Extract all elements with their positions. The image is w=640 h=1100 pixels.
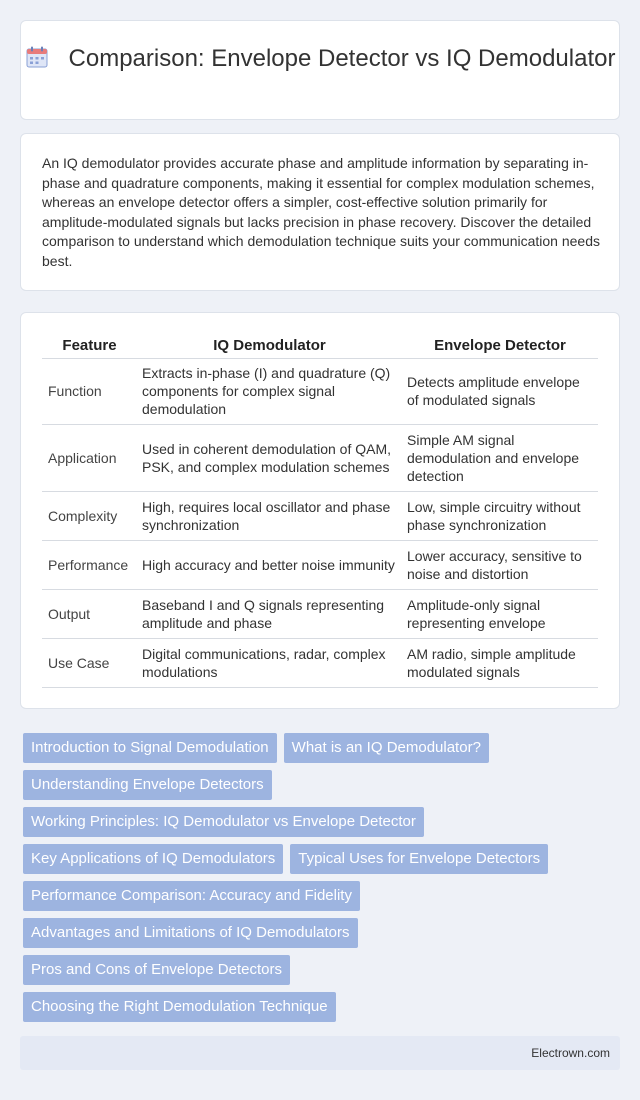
tag-what-is-iq-demodulator[interactable]: What is an IQ Demodulator? xyxy=(284,733,489,763)
table-row xyxy=(42,638,598,687)
table-row xyxy=(42,540,598,589)
table-row xyxy=(42,424,598,491)
tag-understanding-envelope-detectors[interactable]: Understanding Envelope Detectors xyxy=(23,770,272,800)
header-envelope-detector: Envelope Detector xyxy=(402,332,598,358)
row-envelope-value: Detects amplitude envelope of modulated signals xyxy=(402,358,598,424)
comparison-table xyxy=(42,332,598,688)
intro-card xyxy=(20,133,620,291)
table-row xyxy=(42,358,598,424)
header-iq-demodulator: IQ Demodulator xyxy=(137,332,402,358)
tag-choosing-technique[interactable]: Choosing the Right Demodulation Technique xyxy=(23,992,336,1022)
tag-key-applications[interactable]: Key Applications of IQ Demodulators xyxy=(23,844,283,874)
tag-working-principles[interactable]: Working Principles: IQ Demodulator vs Envelope Detector xyxy=(23,807,424,837)
topic-tags xyxy=(23,733,593,1029)
row-envelope-value: Simple AM signal demodulation and envelope detection xyxy=(402,424,598,491)
tag-pros-cons[interactable]: Pros and Cons of Envelope Detectors xyxy=(23,955,290,985)
row-envelope-value: Lower accuracy, sensitive to noise and distortion xyxy=(402,540,598,589)
row-envelope-value: AM radio, simple amplitude modulated signals xyxy=(402,638,598,687)
row-feature: Application xyxy=(42,424,137,491)
table-row xyxy=(42,491,598,540)
title-card xyxy=(20,20,620,120)
intro-paragraph: An IQ demodulator provides accurate phase and amplitude information by separating in-phase and quadrature components, making it essential for complex modulation schemes, whereas an envelope detector offers a simpler, cost-effective solution primarily for amplitude-modulated signals but lacks precision in phase recovery. Discover the detailed comparison to understand which demodulation technique suits your communication needs best. xyxy=(42,155,600,269)
page-title xyxy=(21,44,619,73)
comparison-table-card xyxy=(20,312,620,709)
row-envelope-value: Low, simple circuitry without phase synchronization xyxy=(402,491,598,540)
row-iq-value: High, requires local oscillator and phase synchronization xyxy=(137,491,402,540)
table-header-row xyxy=(42,332,598,358)
page-title-text: Comparison: Envelope Detector vs IQ Demodulator xyxy=(68,45,616,72)
header-feature: Feature xyxy=(42,332,137,358)
footer xyxy=(20,1036,620,1070)
tag-performance-comparison[interactable]: Performance Comparison: Accuracy and Fidelity xyxy=(23,881,360,911)
row-iq-value: Digital communications, radar, complex modulations xyxy=(137,638,402,687)
row-feature: Output xyxy=(42,589,137,638)
row-iq-value: Baseband I and Q signals representing amplitude and phase xyxy=(137,589,402,638)
row-feature: Function xyxy=(42,358,137,424)
tag-typical-uses[interactable]: Typical Uses for Envelope Detectors xyxy=(290,844,548,874)
row-iq-value: High accuracy and better noise immunity xyxy=(137,540,402,589)
row-iq-value: Extracts in-phase (I) and quadrature (Q) components for complex signal demodulation xyxy=(137,358,402,424)
row-iq-value: Used in coherent demodulation of QAM, PSK, and complex modulation schemes xyxy=(137,424,402,491)
tag-advantages-limitations[interactable]: Advantages and Limitations of IQ Demodulators xyxy=(23,918,358,948)
row-feature: Performance xyxy=(42,540,137,589)
row-envelope-value: Amplitude-only signal representing envelope xyxy=(402,589,598,638)
row-feature: Complexity xyxy=(42,491,137,540)
tag-introduction[interactable]: Introduction to Signal Demodulation xyxy=(23,733,277,763)
calendar-icon xyxy=(25,45,49,69)
footer-site[interactable]: Electrown.com xyxy=(531,1046,610,1060)
table-row xyxy=(42,589,598,638)
row-feature: Use Case xyxy=(42,638,137,687)
